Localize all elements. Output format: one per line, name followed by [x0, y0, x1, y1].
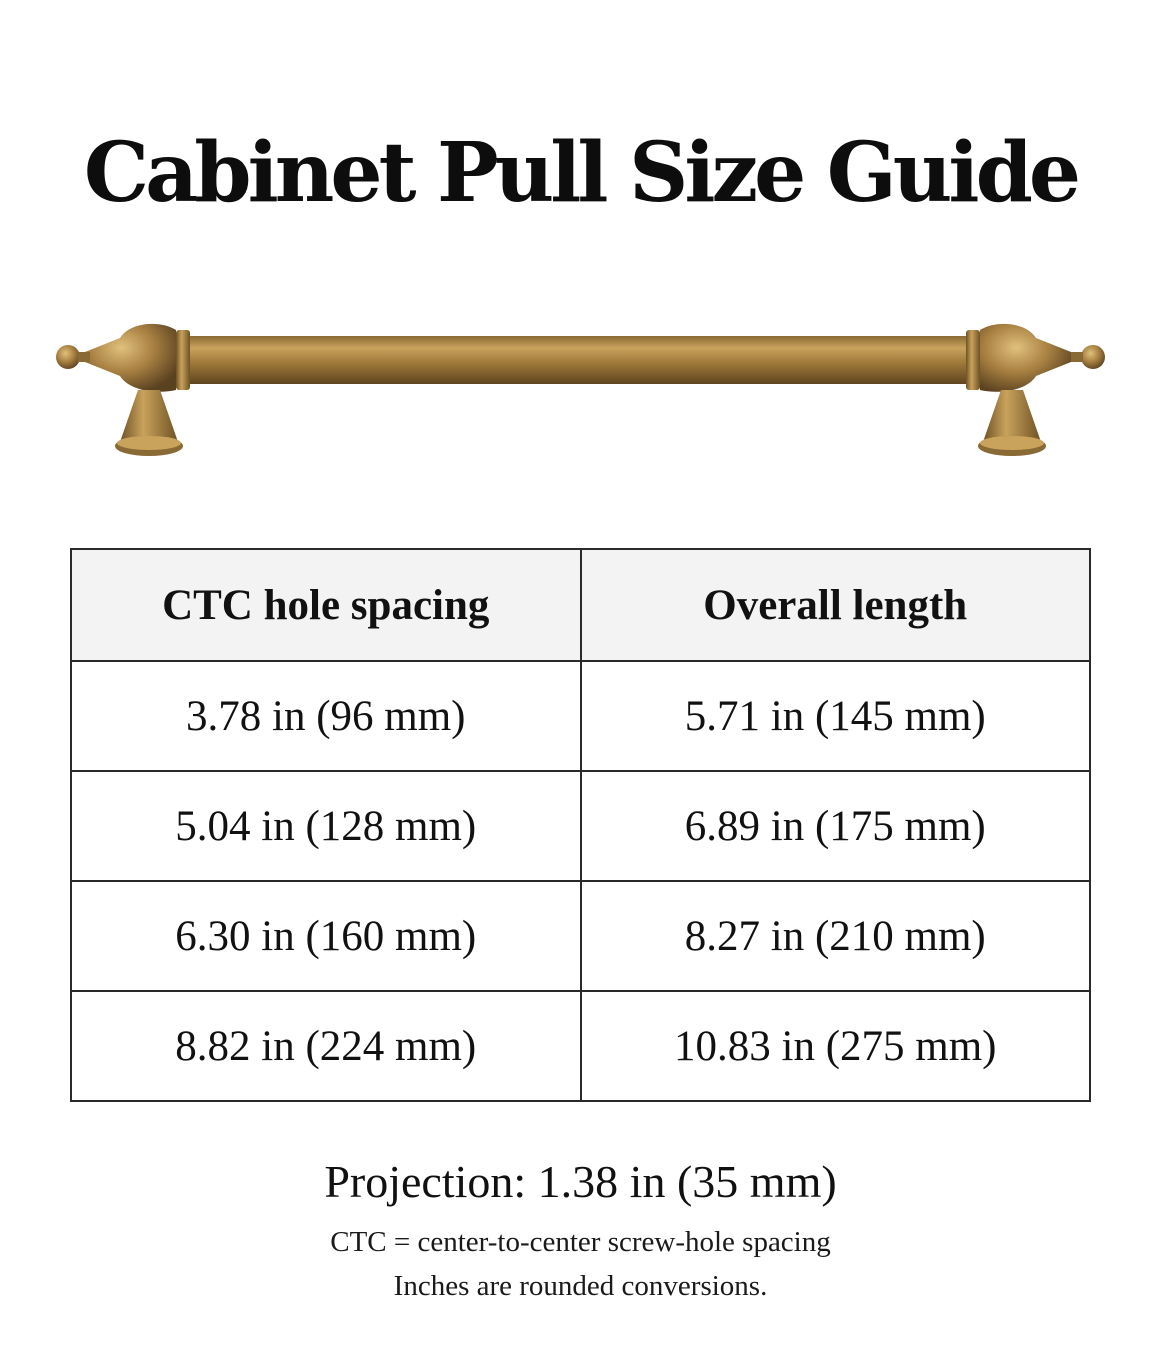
- table-row: [71, 881, 1090, 991]
- cell-ctc: 3.78 in (96 mm): [71, 661, 581, 771]
- projection-text: Projection: 1.38 in (35 mm): [324, 1156, 837, 1207]
- header-overall-length: Overall length: [581, 549, 1091, 661]
- table-row: [71, 661, 1090, 771]
- cell-length: 5.71 in (145 mm): [581, 661, 1091, 771]
- ctc-definition-note: CTC = center-to-center screw-hole spacing: [330, 1226, 831, 1258]
- cell-length: 8.27 in (210 mm): [581, 881, 1091, 991]
- cell-ctc: 6.30 in (160 mm): [71, 881, 581, 991]
- cell-ctc: 5.04 in (128 mm): [71, 771, 581, 881]
- size-table: [70, 548, 1091, 1102]
- table-row: [71, 991, 1090, 1101]
- rounding-note: Inches are rounded conversions.: [393, 1270, 768, 1302]
- header-ctc-hole-spacing: CTC hole spacing: [71, 549, 581, 661]
- table-row: [71, 771, 1090, 881]
- page-title: Cabinet Pull Size Guide: [83, 125, 1078, 221]
- cell-length: 10.83 in (275 mm): [581, 991, 1091, 1101]
- brass-cabinet-pull-icon: [50, 310, 1111, 470]
- table-header-row: [71, 549, 1090, 661]
- cell-ctc: 8.82 in (224 mm): [71, 991, 581, 1101]
- cell-length: 6.89 in (175 mm): [581, 771, 1091, 881]
